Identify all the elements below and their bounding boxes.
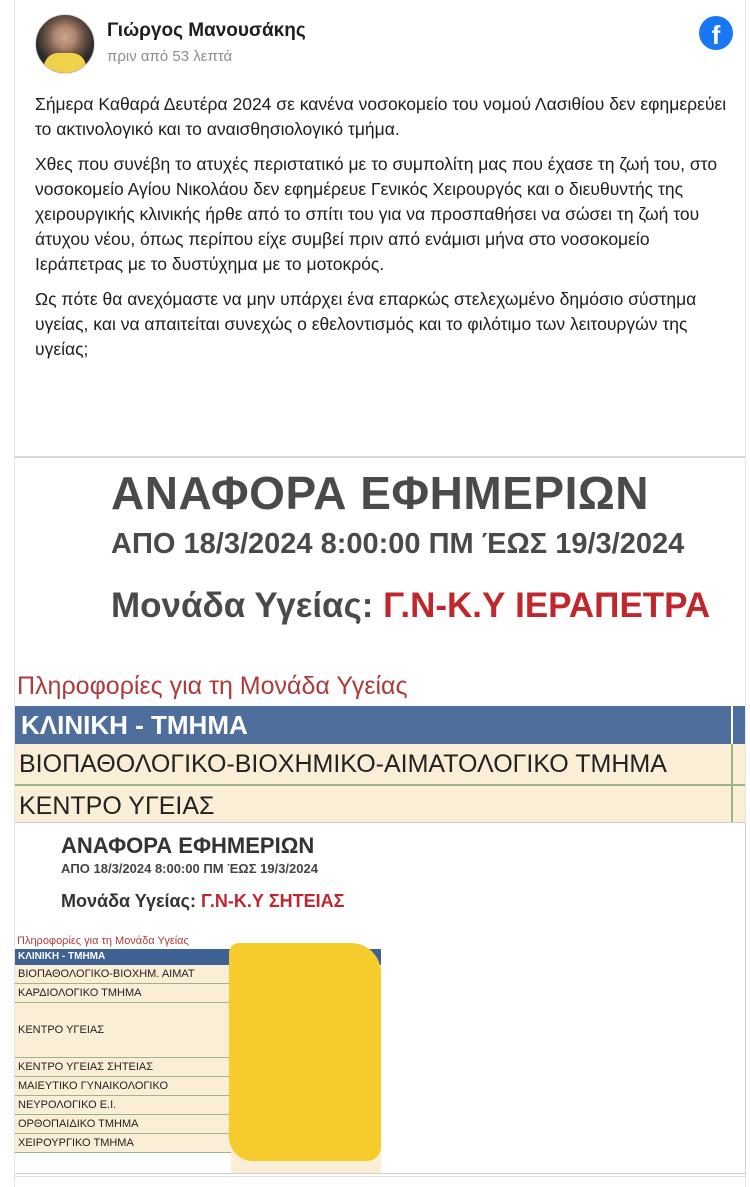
redaction-highlight — [229, 943, 381, 1161]
unit-value: Γ.Ν-Κ.Υ ΣΗΤΕΙΑΣ — [200, 891, 345, 911]
avatar[interactable] — [35, 14, 95, 74]
facebook-post — [14, 0, 746, 1187]
report-image-ierapetra[interactable] — [15, 456, 745, 822]
report-title: ΑΝΑΦΟΡΑ ΕΦΗΜΕΡΙΩΝ — [61, 833, 315, 858]
table-row: ΟΡΘΟΠΑΙΔΙΚΟ ΤΜΗΜΑ — [15, 1115, 231, 1134]
post-paragraph: Χθες που συνέβη το ατυχές περιστατικό με το συμπολίτη μας που έχασε τη ζωή του, στο νοσοκομείο Αγίου Νικολάου δεν εφημέρευε Γενικός Χειρουργός και ο διευθυντής της χειρουργικής κλινικής ήρθε από το σπίτι του για να προσπαθήσει να σώσει τη ζωή του άτυχου νέου, όπως περίπου είχε συμβεί πριν από ενάμισι μήνα στο νοσοκομείο Ιεράπετρας με το δυστύχημα με το μοτοκρός. — [35, 154, 718, 274]
report-title: ΑΝΑΦΟΡΑ ΕΦΗΜΕΡΙΩΝ — [111, 467, 649, 519]
table-row: ΚΑΡΔΙΟΛΟΓΙΚΟ ΤΜΗΜΑ — [15, 984, 231, 1003]
unit-label: Μονάδα Υγείας: — [111, 586, 374, 625]
report-table — [15, 706, 745, 822]
author-name[interactable]: Γιώργος Μανουσάκης — [107, 20, 306, 41]
table-cell: ΚΕΝΤΡΟ ΥΓΕΙΑΣ — [19, 792, 215, 820]
table-row: ΧΕΙΡΟΥΡΓΙΚΟ ΤΜΗΜΑ — [15, 1134, 231, 1153]
divider — [15, 1176, 745, 1177]
table-row — [15, 744, 745, 786]
report-image-siteia[interactable] — [15, 822, 382, 1174]
report-info-heading: Πληροφορίες για τη Μονάδα Υγείας — [17, 935, 189, 947]
post-text — [35, 92, 735, 372]
unit-value: Γ.Ν-Κ.Υ ΙΕΡΑΠΕΤΡΑ — [383, 586, 711, 625]
facebook-icon: f — [699, 16, 733, 50]
table-row: ΚΕΝΤΡΟ ΥΓΕΙΑΣ — [15, 1003, 231, 1058]
post-paragraph: Σήμερα Καθαρά Δευτέρα 2024 σε κανένα νοσοκομείο του νομού Λασιθίου δεν εφημερεύει το ακτινολογικό και το αναισθησιολογικό τμήμα. — [35, 94, 727, 139]
table-row: ΚΕΝΤΡΟ ΥΓΕΙΑΣ ΣΗΤΕΙΑΣ — [15, 1058, 231, 1077]
table-header — [15, 706, 745, 744]
table-row — [15, 786, 745, 822]
unit-label: Μονάδα Υγείας: — [61, 891, 196, 911]
table-cell: ΒΙΟΠΑΘΟΛΟΓΙΚΟ-ΒΙΟΧΗΜΙΚΟ-ΑΙΜΑΤΟΛΟΓΙΚΟ ΤΜΗΜΑ — [19, 750, 667, 778]
table-header-label: ΚΛΙΝΙΚΗ - ΤΜΗΜΑ — [21, 710, 248, 740]
post-paragraph: Ως πότε θα ανεχόμαστε να μην υπάρχει ένα επαρκώς στελεχωμένο δημόσιο σύστημα υγείας, και να απαιτείται συνεχώς ο εθελοντισμός και το φιλότιμο των λειτουργών της υγείας; — [35, 289, 697, 359]
post-timestamp[interactable]: πριν από 53 λεπτά — [107, 48, 233, 65]
table-row: ΒΙΟΠΑΘΟΛΟΓΙΚΟ-ΒΙΟΧΗΜ. ΑΙΜΑΤ — [15, 965, 231, 984]
blank-image-area — [381, 822, 746, 1174]
table-row: ΝΕΥΡΟΛΟΓΙΚΟ Ε.Ι. — [15, 1096, 231, 1115]
post-header — [35, 14, 735, 78]
report-date-range: ΑΠΟ 18/3/2024 8:00:00 ΠΜ ΈΩΣ 19/3/2024 — [111, 528, 685, 560]
report-unit — [111, 586, 710, 626]
table-header-col1: ΚΛΙΝΙΚΗ - ΤΜΗΜΑ — [18, 951, 106, 962]
report-date-range: ΑΠΟ 18/3/2024 8:00:00 ΠΜ ΈΩΣ 19/3/2024 — [61, 861, 318, 876]
report-info-heading: Πληροφορίες για τη Μονάδα Υγείας — [17, 672, 408, 700]
report-unit — [61, 891, 344, 912]
table-row: ΜΑΙΕΥΤΙΚΟ ΓΥΝΑΙΚΟΛΟΓΙΚΟ — [15, 1077, 231, 1096]
